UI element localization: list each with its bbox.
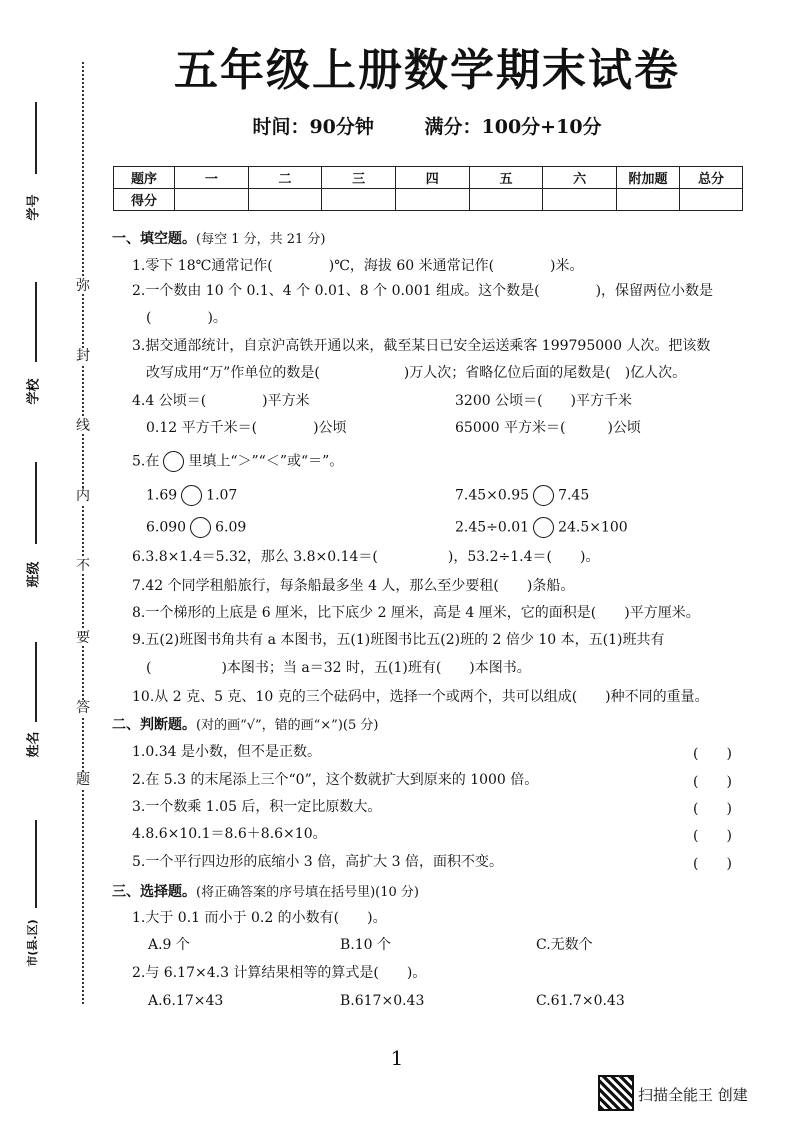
margin-fill-line [35,820,37,908]
score-cell[interactable] [322,189,396,211]
section-heading-multiple-choice: 三、选择题。(将正确答案的序号填在括号里)(10 分) [112,884,419,900]
answer-paren[interactable]: ( ) [693,746,732,762]
question-line: 2.一个数由 10 个 0.1、4 个 0.01、8 个 0.001 组成。这个数是( )，保留两位小数是 [132,283,714,299]
seal-char: 要 [76,630,90,646]
margin-label-district: 市(县.区) [26,919,39,967]
seal-char: 线 [76,418,90,434]
choice-question: 1.大于 0.1 而小于 0.2 的小数有( )。 [132,910,387,926]
score-table-score-row [114,189,743,211]
choice-option: B.10 个 [340,937,392,953]
margin-label-name: 姓名 [26,731,42,758]
exam-time: 时间：90分钟 [252,116,374,138]
question-line: 1.零下 18℃通常记作( )℃，海拔 60 米通常记作( )米。 [132,258,584,274]
margin-label-school: 学校 [26,378,42,405]
exam-info [0,112,794,139]
compare-circle-icon[interactable] [190,517,211,538]
answer-paren[interactable]: ( ) [693,774,732,790]
scanner-watermark: 扫描全能王 创建 [638,1086,748,1104]
choice-option: C.无数个 [536,937,593,953]
question-line: ( )本图书；当 a＝32 时，五(1)班有( )本图书。 [146,660,531,676]
score-table-header-row [114,167,743,189]
seal-char: 封 [76,348,90,364]
score-header-cell: 四 [395,167,469,189]
margin-label-class: 班级 [26,561,42,588]
choice-option: C.61.7×0.43 [536,993,625,1009]
section-heading-true-false: 二、判断题。(对的画“√”，错的画“×”)(5 分) [112,717,379,733]
seal-char: 内 [76,488,90,504]
seal-char: 答 [76,700,90,716]
answer-paren[interactable]: ( ) [693,828,732,844]
question-line: 4.4 公顷＝( )平方米 [132,393,310,409]
answer-paren[interactable]: ( ) [693,856,732,872]
seal-char: 弥 [76,278,90,294]
choice-question: 2.与 6.17×4.3 计算结果相等的算式是( )。 [132,965,427,981]
seal-char: 不 [76,558,90,574]
compare-item: 6.090 6.09 [146,517,246,538]
judge-item: 5.一个平行四边形的底缩小 3 倍，高扩大 3 倍，面积不变。 [132,854,503,870]
compare-item: 7.45×0.95 7.45 [455,485,589,506]
score-cell[interactable] [680,189,743,211]
judge-item: 1.0.34 是小数，但不是正数。 [132,744,321,760]
score-cell[interactable] [175,189,249,211]
judge-item: 4.8.6×10.1＝8.6＋8.6×10。 [132,826,327,842]
score-header-cell: 题序 [114,167,175,189]
compare-item: 2.45÷0.01 24.5×100 [455,517,628,538]
score-cell[interactable] [617,189,680,211]
judge-item: 2.在 5.3 的末尾添上三个“0”，这个数就扩大到原来的 1000 倍。 [132,772,539,788]
question-line: 3.据交通部统计，自京沪高铁开通以来，截至某日已安全运送乘客 199795000 人次。把该数 [132,338,711,354]
section-heading-fill-in: 一、填空题。(每空 1 分，共 21 分) [112,231,326,247]
question-line: ( )。 [146,310,227,326]
score-header-cell: 总分 [680,167,743,189]
page-title: 五年级上册数学期末试卷 [174,45,680,96]
score-cell[interactable] [248,189,322,211]
score-cell[interactable] [395,189,469,211]
answer-paren[interactable]: ( ) [693,801,732,817]
score-header-cell: 一 [175,167,249,189]
question-line: 10.从 2 克、5 克、10 克的三个砝码中，选择一个或两个，共可以组成( )种不同的重量。 [132,689,709,705]
question-line: 0.12 平方千米＝( )公顷 [146,420,347,436]
question-line: 9.五(2)班图书角共有 a 本图书，五(1)班图书比五(2)班的 2 倍少 10 本，五(1)班共有 [132,632,665,648]
score-header-cell: 六 [543,167,617,189]
compare-circle-icon [163,451,184,472]
margin-fill-line [35,102,37,174]
question-line: 65000 平方米＝( )公顷 [455,420,641,436]
qr-code-icon [598,1075,634,1111]
judge-item: 3.一个数乘 1.05 后，积一定比原数大。 [132,799,382,815]
compare-circle-icon[interactable] [533,485,554,506]
margin-fill-line [35,282,37,362]
choice-option: A.6.17×43 [148,993,224,1009]
score-header-cell: 五 [469,167,543,189]
margin-fill-line [35,642,37,722]
question-line: 5.在 里填上“＞”“＜”或“＝”。 [132,451,343,472]
exam-full-score: 满分：100分+10分 [424,116,602,138]
question-line: 改写成用“万”作单位的数是( )万人次；省略亿位后面的尾数是( )亿人次。 [146,365,687,381]
compare-circle-icon[interactable] [181,485,202,506]
score-header-cell: 二 [248,167,322,189]
score-row-label: 得分 [114,189,175,211]
choice-option: B.617×0.43 [340,993,425,1009]
question-line: 7.42 个同学租船旅行，每条船最多坐 4 人，那么至少要租( )条船。 [132,578,575,594]
seal-char: 题 [76,772,90,788]
page-number: 1 [390,1046,404,1070]
margin-label-student-id: 学号 [26,194,42,221]
score-header-cell: 三 [322,167,396,189]
question-line: 8.一个梯形的上底是 6 厘米，比下底少 2 厘米，高是 4 厘米，它的面积是( )平方厘米。 [132,605,700,621]
choice-option: A.9 个 [148,937,190,953]
margin-fill-line [35,462,37,544]
score-cell[interactable] [469,189,543,211]
compare-circle-icon[interactable] [533,517,554,538]
question-line: 6.3.8×1.4＝5.32，那么 3.8×0.14＝( )，53.2÷1.4＝( )。 [132,549,600,565]
question-line: 3200 公顷＝( )平方千米 [455,393,633,409]
score-header-cell: 附加题 [617,167,680,189]
score-cell[interactable] [543,189,617,211]
seal-dashed-line [82,62,84,1004]
compare-item: 1.69 1.07 [146,485,237,506]
score-table [113,166,743,211]
